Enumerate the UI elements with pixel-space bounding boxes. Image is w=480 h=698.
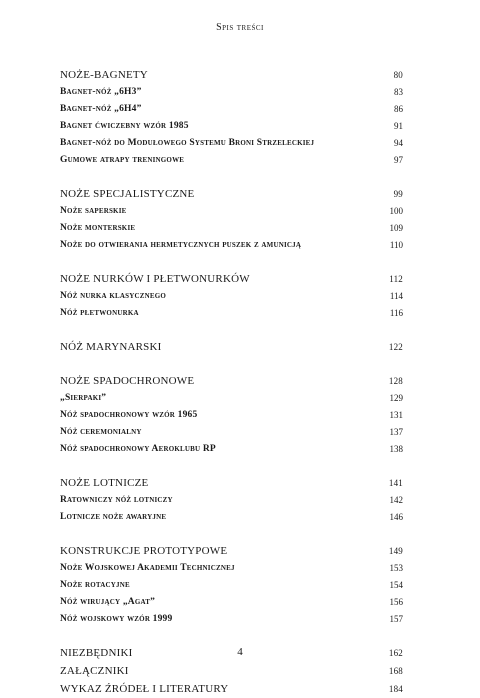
- toc-entry: [60, 84, 403, 101]
- toc-section: [60, 372, 403, 390]
- toc-entry: [60, 220, 403, 237]
- table-of-contents: [60, 66, 403, 698]
- toc-section: [60, 66, 403, 84]
- toc-page: 112: [389, 274, 403, 284]
- toc-title: Nóż spadochronowy Aeroklubu RP: [60, 444, 216, 454]
- toc-entry: [60, 288, 403, 305]
- toc-section: [60, 270, 403, 288]
- toc-title: ZAŁĄCZNIKI: [60, 665, 129, 677]
- toc-title: Ratowniczy nóż lotniczy: [60, 495, 173, 505]
- toc-page: 142: [389, 495, 403, 505]
- toc-section: [60, 680, 403, 698]
- toc-entry: [60, 611, 403, 628]
- toc-page: 149: [388, 546, 403, 556]
- toc-page: 154: [389, 580, 403, 590]
- toc-page: 80: [393, 70, 403, 80]
- toc-page: 137: [389, 427, 403, 437]
- toc-page: 94: [394, 138, 403, 148]
- toc-entry: [60, 305, 403, 322]
- toc-page: 153: [389, 563, 403, 573]
- toc-page: 141: [388, 478, 403, 488]
- toc-entry: [60, 424, 403, 441]
- toc-title: Nóż wirujący „Agat”: [60, 597, 156, 607]
- toc-entry: [60, 509, 403, 526]
- toc-page: 100: [389, 206, 403, 216]
- toc-title: Noże monterskie: [60, 223, 136, 233]
- toc-entry: [60, 101, 403, 118]
- toc-title: Noże rotacyjne: [60, 580, 130, 590]
- toc-entry: [60, 118, 403, 135]
- toc-title: „Sierpaki”: [60, 393, 107, 403]
- toc-page: 109: [389, 223, 403, 233]
- toc-entry: [60, 441, 403, 458]
- toc-page: 91: [394, 121, 403, 131]
- toc-section: [60, 662, 403, 680]
- toc-title: NOŻE LOTNICZE: [60, 477, 149, 489]
- toc-title: Nóż wojskowy wzór 1999: [60, 614, 173, 624]
- toc-title: Nóż ceremonialny: [60, 427, 142, 437]
- toc-entry: [60, 594, 403, 611]
- toc-section: [60, 542, 403, 560]
- toc-page: 83: [394, 87, 403, 97]
- toc-title: NIEZBĘDNIKI: [60, 647, 133, 659]
- toc-entry: [60, 492, 403, 509]
- toc-title: Bagnet ćwiczebny wzór 1985: [60, 121, 189, 131]
- toc-title: NOŻE-BAGNETY: [60, 69, 148, 81]
- toc-page: 110: [389, 240, 403, 250]
- toc-page: 162: [388, 648, 403, 658]
- toc-page: 168: [388, 666, 403, 676]
- toc-title: Bagnet-nóż „6H4”: [60, 104, 142, 114]
- toc-page: 157: [389, 614, 403, 624]
- toc-entry: [60, 152, 403, 169]
- toc-entry: [60, 203, 403, 220]
- toc-page: 138: [389, 444, 403, 454]
- toc-page: 129: [389, 393, 403, 403]
- toc-title: KONSTRUKCJE PROTOTYPOWE: [60, 545, 228, 557]
- toc-page: 99: [393, 189, 403, 199]
- toc-section: [60, 474, 403, 492]
- toc-title: Nóż spadochronowy wzór 1965: [60, 410, 198, 420]
- toc-entry: [60, 390, 403, 407]
- toc-title: NOŻE NURKÓW I PŁETWONURKÓW: [60, 273, 250, 285]
- toc-section: [60, 338, 403, 356]
- toc-page: 122: [388, 342, 403, 352]
- running-head: Spis treści: [216, 22, 264, 33]
- toc-section: [60, 185, 403, 203]
- toc-page: 86: [394, 104, 403, 114]
- toc-title: NÓŻ MARYNARSKI: [60, 341, 162, 353]
- toc-title: NOŻE SPADOCHRONOWE: [60, 375, 195, 387]
- toc-title: Noże saperskie: [60, 206, 127, 216]
- toc-title: Noże Wojskowej Akademii Technicznej: [60, 563, 235, 573]
- toc-page: 156: [389, 597, 403, 607]
- toc-title: Bagnet-nóż „6H3”: [60, 87, 142, 97]
- toc-title: Nóż nurka klasycznego: [60, 291, 167, 301]
- toc-entry: [60, 135, 403, 152]
- toc-title: Noże do otwierania hermetycznych puszek z amunicją: [60, 240, 302, 250]
- toc-title: Gumowe atrapy treningowe: [60, 155, 185, 165]
- toc-entry: [60, 560, 403, 577]
- toc-page: 114: [389, 291, 403, 301]
- toc-page: 146: [389, 512, 403, 522]
- toc-title: NOŻE SPECJALISTYCZNE: [60, 188, 195, 200]
- toc-title: Nóż płetwonurka: [60, 308, 139, 318]
- toc-entry: [60, 407, 403, 424]
- toc-page: 128: [388, 376, 403, 386]
- toc-page: 97: [394, 155, 403, 165]
- toc-entry: [60, 577, 403, 594]
- page-number: 4: [237, 646, 243, 658]
- toc-page: 116: [389, 308, 403, 318]
- toc-page: 184: [388, 684, 403, 694]
- toc-page: 131: [389, 410, 403, 420]
- toc-title: Lotnicze noże awaryjne: [60, 512, 167, 522]
- toc-title: WYKAZ ŹRÓDEŁ I LITERATURY: [60, 683, 229, 695]
- toc-title: Bagnet-nóż do Modułowego Systemu Broni Strzeleckiej: [60, 138, 315, 148]
- toc-entry: [60, 237, 403, 254]
